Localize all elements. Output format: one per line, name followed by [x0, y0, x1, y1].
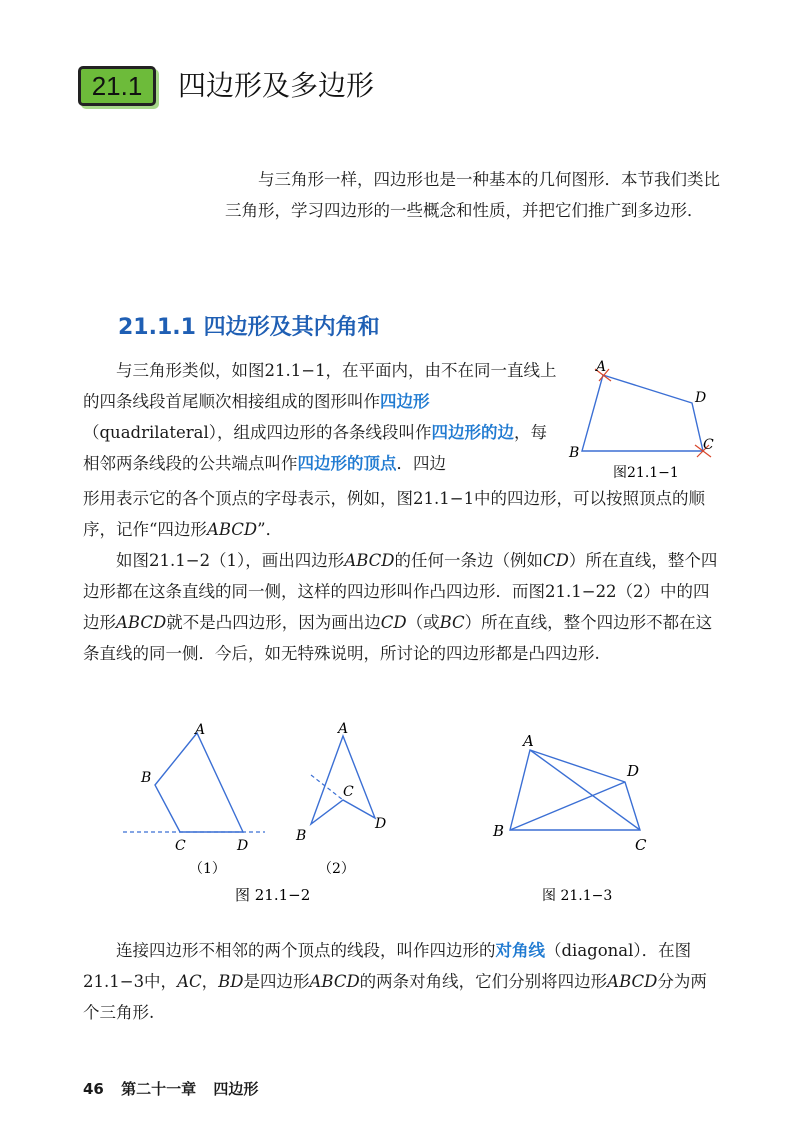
- text: ．四边: [396, 454, 446, 473]
- text: 的任何一条边（例如: [394, 551, 544, 570]
- text: 的两条对角线，它们分别将四边形: [359, 972, 608, 991]
- label-d: D: [375, 816, 387, 832]
- label-b: B: [569, 445, 580, 461]
- text: 与三角形类似，如图21.1−1，在平面内，由不在同一直线上的四条线段首尾顺次相接组成的图形叫作: [83, 361, 557, 411]
- label-c: C: [343, 784, 354, 800]
- intro-paragraph: 与三角形一样，四边形也是一种基本的几何图形．本节我们类比三角形，学习四边形的一些概念和性质，并把它们推广到多边形．: [225, 170, 720, 220]
- chapter-number: 第二十一章: [121, 1080, 197, 1098]
- math: ABCD: [344, 551, 395, 570]
- figure-21-1-1: [565, 355, 735, 485]
- paragraph-definition: [83, 355, 561, 479]
- label-c: C: [703, 437, 714, 453]
- paragraph-notation: [83, 483, 723, 545]
- label-b: B: [296, 828, 307, 844]
- diagonal-ac: [530, 750, 640, 830]
- paragraph-convex: [83, 545, 723, 669]
- term-diagonal: 对角线: [495, 941, 545, 960]
- term-vertex: 四边形的顶点: [297, 454, 397, 473]
- page-footer: [83, 1078, 270, 1099]
- label-c: C: [635, 836, 647, 854]
- text: （diagonal）．在图21.1−3中，: [83, 941, 692, 991]
- sub-caption-2: （2）: [318, 861, 355, 877]
- section-number-badge: 21.1: [78, 66, 156, 106]
- figure-21-1-2: [115, 718, 405, 908]
- text: 连接四边形不相邻的两个顶点的线段，叫作四边形的: [116, 941, 496, 960]
- quadrilateral-abcd: [582, 375, 703, 451]
- convex-quadrilateral: [155, 733, 243, 832]
- label-a: A: [195, 722, 206, 738]
- math: ABCD: [309, 972, 360, 991]
- label-d: D: [627, 762, 640, 780]
- section-title: 四边形及多边形: [178, 69, 375, 102]
- label-a: A: [596, 359, 607, 375]
- term-quadrilateral: 四边形: [380, 392, 430, 411]
- label-b: B: [141, 770, 152, 786]
- quadrilateral-abcd: [510, 750, 640, 830]
- chapter-title: 四边形: [213, 1080, 259, 1098]
- term-side: 四边形的边: [431, 423, 515, 442]
- math: BD: [218, 972, 244, 991]
- sub-caption-1: （1）: [189, 861, 226, 877]
- text: ，每相邻两条线段的公共端点叫作: [83, 423, 548, 473]
- paragraph-diagonal: [83, 935, 723, 1028]
- text: ，: [201, 972, 219, 991]
- math: BC: [439, 613, 465, 632]
- text: （quadrilateral），组成四边形的各条线段叫作: [83, 423, 432, 442]
- text: ）所在直线，整个四边形都在这条直线的同一侧，这样的四边形叫作凸四边形．而图21.1−22（2）中的四边形: [83, 551, 718, 632]
- subsection-title: 21.1.1 四边形及其内角和: [118, 315, 380, 340]
- figure-caption: 图 21.1−3: [542, 888, 613, 904]
- figure-21-1-3: [485, 728, 675, 908]
- math: AC: [177, 972, 202, 991]
- label-a: A: [338, 721, 349, 737]
- label-a: A: [523, 732, 534, 750]
- math: ABCD: [206, 520, 258, 539]
- concave-quadrilateral: [311, 736, 375, 824]
- text: ”．: [257, 520, 283, 539]
- math: ABCD: [607, 972, 658, 991]
- text: ）所在直线，整个四边形不都在这条直线的同一侧．今后，如无特殊说明，所讨论的四边形都是凸四边形.: [83, 613, 713, 663]
- figure-caption: 图 21.1−2: [235, 886, 311, 904]
- math: ABCD: [116, 613, 167, 632]
- label-d: D: [237, 838, 249, 854]
- text: 分为两个三角形.: [83, 972, 707, 1022]
- label-d: D: [695, 390, 707, 406]
- text: 如图21.1−2（1），画出四边形: [116, 551, 345, 570]
- text: 形用表示它的各个顶点的字母表示，例如，图21.1−1中的四边形，可以按照顶点的顺序，记作“四边形: [83, 489, 706, 539]
- label-c: C: [175, 838, 186, 854]
- math: CD: [543, 551, 569, 570]
- text: 就不是凸四边形，因为画出边: [166, 613, 381, 632]
- text: （或: [406, 613, 440, 632]
- figure-caption: 图21.1−1: [613, 465, 679, 481]
- math: CD: [380, 613, 407, 632]
- page-number: 46: [83, 1080, 104, 1098]
- label-b: B: [493, 822, 505, 840]
- text: 是四边形: [243, 972, 310, 991]
